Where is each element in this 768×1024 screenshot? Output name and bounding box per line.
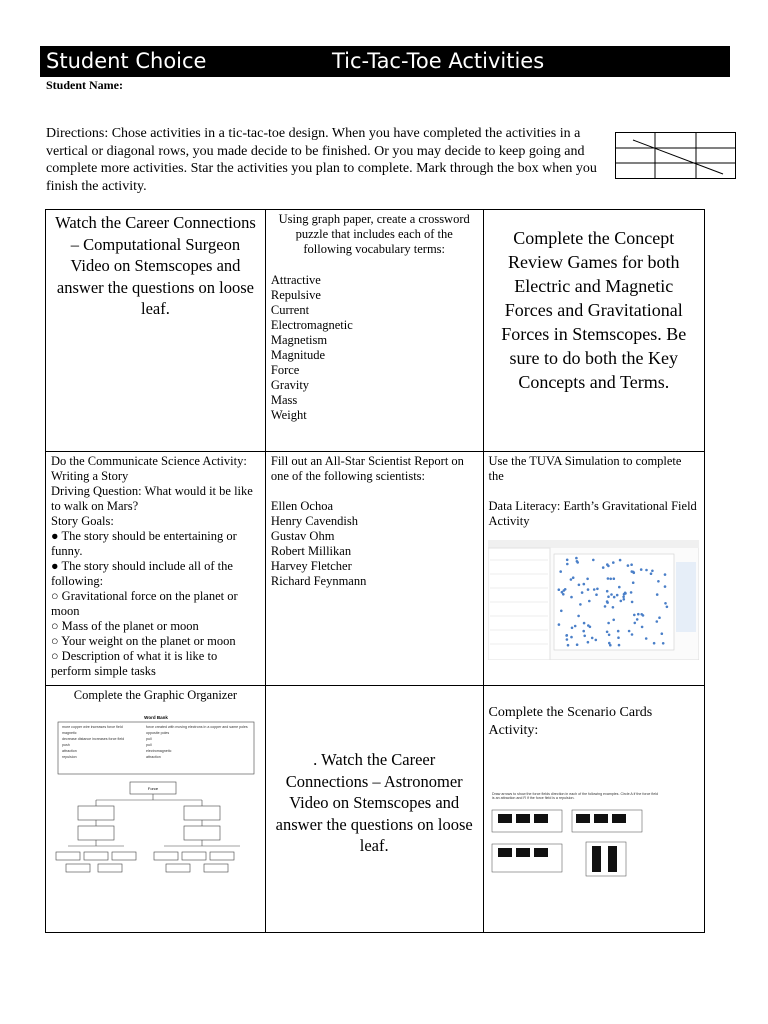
scientist-intro: Fill out an All-Star Scientist Report on one of the following scientists: (270, 454, 464, 484)
scatter-dot (609, 644, 612, 647)
scatter-dot (592, 589, 595, 592)
vocab-term: Weight (270, 408, 307, 422)
scatter-dot (632, 572, 635, 575)
scatter-dot (557, 589, 560, 592)
cell-scenario-cards[interactable] (483, 685, 704, 932)
word-bank-left: more copper wire increases force field (62, 724, 123, 729)
scientist-name: Ellen Ochoa (270, 499, 334, 514)
scatter-dot (594, 639, 597, 642)
cell-graphic-organizer[interactable] (46, 685, 266, 932)
scatter-dot (631, 582, 634, 585)
student-name-label: Student Name: (46, 78, 123, 92)
activity-grid (45, 209, 705, 933)
graphic-organizer-image (54, 712, 258, 882)
cell-career-surgeon[interactable] (46, 210, 266, 452)
vocab-term: Electromagnetic (270, 318, 353, 332)
scatter-dot (590, 637, 593, 640)
scatter-dot (639, 569, 642, 572)
word-bank-left: magnetic (62, 730, 77, 735)
story-line: ○ Description of what it is like to perform simple tasks (51, 649, 218, 679)
word-bank-title: Word Bank (144, 714, 168, 720)
scenario-instructions: Draw arrows to show the force fields direction in each of the following examples. Circle A if the force field is an attraction and R if the force field is a repulsion. (491, 791, 658, 801)
scatter-dot (557, 624, 560, 627)
word-bank-right: pull (146, 736, 152, 741)
scatter-dot (566, 563, 569, 566)
scatter-dot (651, 570, 654, 573)
vocab-term: Current (270, 303, 310, 317)
scientist-name: Gustav Ohm (270, 529, 335, 544)
word-bank-right: attraction (146, 754, 161, 759)
scatter-dot (595, 594, 598, 597)
scatter-dot (657, 580, 660, 583)
scatter-dot (655, 594, 658, 597)
scatter-dot (606, 578, 609, 581)
scatter-dot (579, 603, 582, 606)
tuva-line-1: Use the TUVA Simulation to complete the (488, 454, 682, 484)
title-left: Student Choice (46, 49, 207, 73)
vocab-term: Force (270, 363, 300, 377)
scatter-dot (618, 586, 621, 589)
scatter-dot (610, 594, 613, 597)
scatter-dot (622, 598, 625, 601)
scatter-dot (609, 578, 612, 581)
scatter-dot (658, 617, 661, 620)
story-line: ● The story should include all of the following: (51, 559, 233, 589)
scatter-dot (575, 644, 578, 647)
word-bank-right: force created with moving electrons in a copper and same poles (146, 724, 248, 729)
word-bank-left: push (62, 742, 70, 747)
cell-crossword[interactable] (265, 210, 483, 452)
story-line: ○ Mass of the planet or moon (51, 619, 199, 634)
scatter-dot (587, 625, 590, 628)
scatter-dot (630, 634, 633, 637)
scatter-dot (640, 613, 643, 616)
scatter-dot (627, 630, 630, 633)
scatter-dot (586, 641, 589, 644)
vocab-term: Gravity (270, 378, 310, 392)
scatter-dot (588, 600, 591, 603)
scientist-name: Henry Cavendish (270, 514, 359, 529)
scatter-dot (652, 642, 655, 645)
story-line: ● The story should be entertaining or funny. (51, 529, 237, 559)
scatter-dot (633, 614, 636, 617)
scatter-dot (582, 630, 585, 633)
story-line: ○ Gravitational force on the planet or moon (51, 589, 238, 619)
scatter-dot (565, 559, 568, 562)
scatter-dot (583, 635, 586, 638)
cell-communicate-science[interactable] (46, 452, 266, 685)
scatter-dot (559, 571, 562, 574)
vocab-term: Repulsive (270, 288, 321, 302)
scatter-dot (605, 631, 608, 634)
scatter-dot (586, 578, 589, 581)
vocab-term: Attractive (270, 273, 321, 287)
scatter-dot (660, 633, 663, 636)
scatter-dot (577, 584, 580, 587)
scatter-dot (601, 567, 604, 570)
scatter-dot (615, 594, 618, 597)
scientist-name: Harvey Fletcher (270, 559, 352, 574)
word-bank-left: attraction (62, 748, 77, 753)
scatter-dot (565, 635, 568, 638)
scatter-dot (582, 583, 585, 586)
scatter-dot (586, 589, 589, 592)
scatter-dot (582, 622, 585, 625)
scatter-dot (577, 615, 580, 618)
scatter-dot (607, 634, 610, 637)
scenario-title: Complete the Scenario Cards Activity: (488, 704, 653, 738)
title-banner (40, 46, 730, 77)
cell-3-text: Complete the Concept Review Games for both Electric and Magnetic Forces and Gravitational Forces in Stemscopes. Be sure to do both the Key Concepts and Terms. (501, 228, 687, 392)
vocab-term: Magnitude (270, 348, 326, 362)
organizer-title: Complete the Graphic Organizer (73, 687, 238, 702)
scatter-dot (617, 637, 620, 640)
scatter-dot (612, 562, 615, 565)
word-bank-right: pull (146, 742, 152, 747)
scatter-dot (623, 592, 626, 595)
word-bank-right: opposite poles (146, 730, 170, 735)
scatter-dot (663, 574, 666, 577)
scatter-dot (560, 610, 563, 613)
vocab-list (271, 273, 478, 423)
scenario-cards-image (490, 792, 662, 880)
scatter-dot (560, 591, 563, 594)
scatter-dot (635, 618, 638, 621)
scatter-dot (663, 586, 666, 589)
vocab-term: Mass (270, 393, 298, 407)
scatter-dot (616, 630, 619, 633)
scatter-dot (611, 606, 614, 609)
scatter-dot (606, 564, 609, 567)
cell-1-text: Watch the Career Connections – Computational Surgeon Video on Stemscopes and answer the questions on loose leaf. (55, 213, 256, 318)
force-box-label: Force (147, 785, 159, 791)
scatter-dot (622, 596, 625, 599)
story-line: ○ Your weight on the planet or moon (51, 634, 236, 649)
scatter-dot (630, 601, 633, 604)
cell-8-text: . Watch the Career Connections – Astronomer Video on Stemscopes and answer the questions on loose leaf. (275, 750, 473, 856)
scatter-dot (571, 577, 574, 580)
scatter-dot (596, 588, 599, 591)
scatter-dot (612, 578, 615, 581)
cell-career-astronomer[interactable] (265, 685, 483, 932)
scatter-dot (618, 559, 621, 562)
scatter-dot (649, 573, 652, 576)
scatter-dot (570, 636, 573, 639)
directions-text: Directions: Chose activities in a tic-tac-toe design. When you have completed the activities in a vertical or diagonal rows, you made decide to be finished. Or you may decide to keep going and complete more activities. Star the activities you plan to complete. Mark through the box when you finish the activity. (46, 126, 597, 194)
scatter-dot (629, 591, 632, 594)
scatter-dot (575, 560, 578, 563)
scatter-dot (603, 605, 606, 608)
crossword-intro: Using graph paper, create a crossword puzzle that includes each of the following vocabulary terms: (278, 212, 470, 256)
scientist-name: Richard Feynmann (270, 574, 367, 589)
scatter-dot (607, 596, 610, 599)
scatter-dot (605, 601, 608, 604)
scatter-dot (633, 622, 636, 625)
scatter-dot (637, 613, 640, 616)
tuva-line-2: Data Literacy: Earth’s Gravitational Field Activity (488, 499, 697, 529)
scatter-dot (617, 644, 620, 647)
scatter-dot (575, 557, 578, 560)
scatter-dot (580, 592, 583, 595)
scatter-dot (664, 602, 667, 605)
scatter-dot (566, 644, 569, 647)
word-bank-left: repulsion (62, 754, 77, 759)
cell-concept-review[interactable] (483, 210, 704, 452)
scatter-dot (619, 600, 622, 603)
story-line: Driving Question: What would it be like to walk on Mars? (51, 484, 253, 514)
word-bank-left: decrease distance increases force field (62, 736, 125, 741)
word-bank-right: electromagnetic (146, 748, 172, 753)
title-right: Tic-Tac-Toe Activities (332, 49, 545, 73)
scatter-dot (630, 564, 633, 567)
tic-tac-toe-diagram (615, 132, 736, 179)
scatter-dot (565, 639, 568, 642)
scatter-dot (665, 606, 668, 609)
cell-all-star-scientist[interactable] (265, 452, 483, 685)
scatter-dot (607, 622, 610, 625)
scatter-dot (570, 596, 573, 599)
scatter-dot (661, 642, 664, 645)
scatter-dot (612, 596, 615, 599)
story-line: Do the Communicate Science Activity: Writing a Story (51, 454, 247, 484)
scatter-dot (644, 638, 647, 641)
scatter-dot (626, 565, 629, 568)
scatter-dot (612, 619, 615, 622)
scatter-dot (573, 625, 576, 628)
scatter-dot (645, 569, 648, 572)
scatter-dot (569, 579, 572, 582)
scatter-dot (570, 627, 573, 630)
tuva-screenshot-image (488, 540, 699, 660)
cell-tuva-simulation[interactable] (483, 452, 704, 685)
scatter-dot (592, 559, 595, 562)
story-line: Story Goals: (51, 514, 114, 529)
scatter-dot (640, 626, 643, 629)
vocab-term: Magnetism (270, 333, 328, 347)
scientist-name: Robert Millikan (270, 544, 352, 559)
scatter-dot (655, 621, 658, 624)
scatter-dot (605, 590, 608, 593)
